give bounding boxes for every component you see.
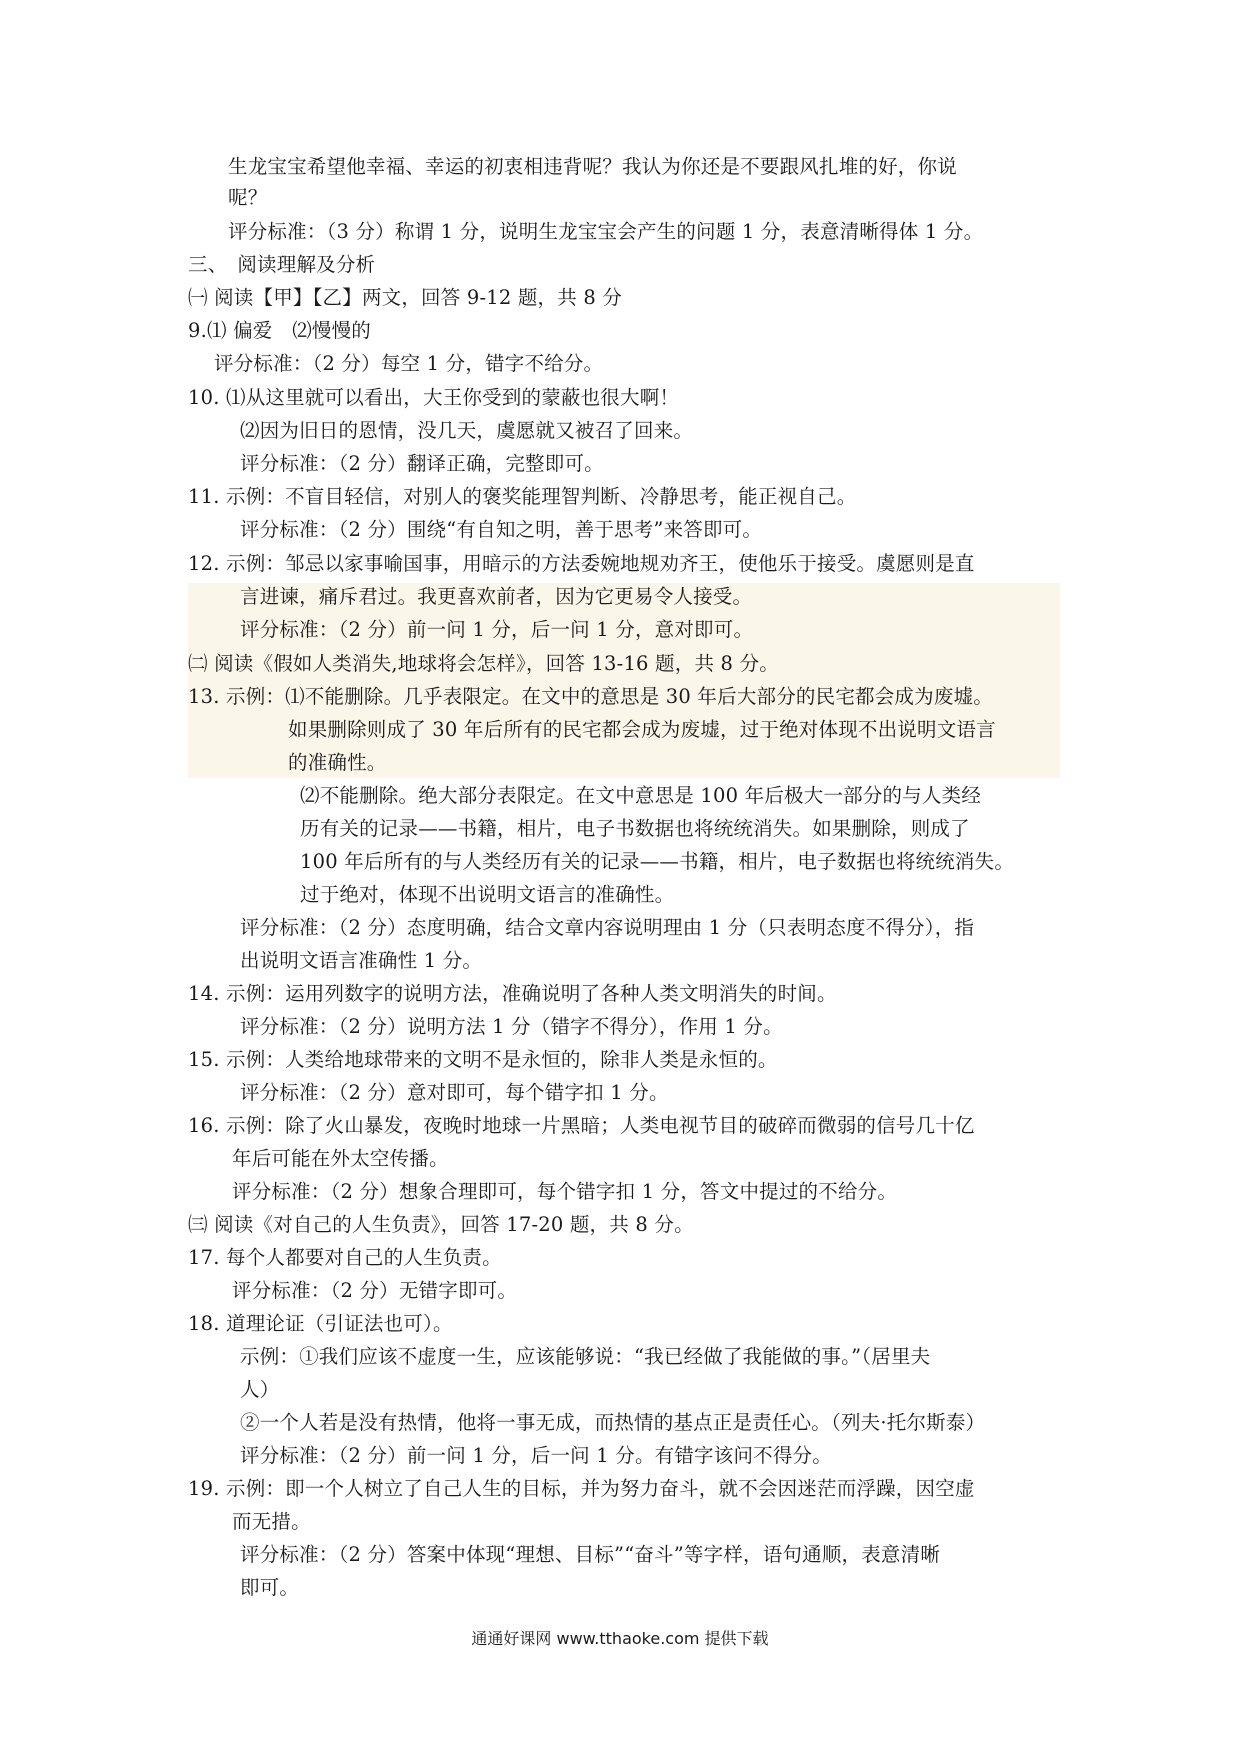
text-line: 生龙宝宝希望他幸福、幸运的初衷相违背呢？我认为你还是不要跟风扎堆的好，你说 <box>228 155 957 178</box>
answer-line: ②一个人若是没有热情，他将一事无成，而热情的基点正是责任心。（列夫·托尔斯泰） <box>240 1411 986 1434</box>
answer-line: 如果删除则成了 30 年后所有的民宅都会成为废墟，过于绝对体现不出说明文语言 <box>288 718 996 741</box>
answer-line: 13. 示例：⑴不能删除。几乎表限定。在文中的意思是 30 年后大部分的民宅都会成为废墟。 <box>188 685 993 708</box>
text-line: 呢？ <box>228 186 268 209</box>
scoring-line: 评分标准：（2 分）说明方法 1 分（错字不得分），作用 1 分。 <box>240 1015 783 1038</box>
scoring-line: 评分标准：（2 分）前一问 1 分，后一问 1 分。有错字该问不得分。 <box>240 1444 832 1467</box>
answer-line: 16. 示例：除了火山暴发，夜晚时地球一片黑暗；人类电视节目的破碎而微弱的信号几十亿 <box>188 1114 975 1137</box>
answer-line: 15. 示例：人类给地球带来的文明不是永恒的，除非人类是永恒的。 <box>188 1048 778 1071</box>
scoring-line: 评分标准：（2 分）围绕“有自知之明，善于思考”来答即可。 <box>240 518 763 541</box>
answer-line: 历有关的记录——书籍，相片，电子书数据也将统统消失。如果删除，则成了 <box>300 817 970 840</box>
scoring-line: 出说明文语言准确性 1 分。 <box>240 949 483 972</box>
scoring-line: 评分标准：（2 分）答案中体现“理想、目标”“奋斗”等字样，语句通顺，表意清晰 <box>240 1543 941 1566</box>
text-line: 评分标准：（3 分）称谓 1 分，说明生龙宝宝会产生的问题 1 分，表意清晰得体 1 分。 <box>228 220 984 243</box>
section-heading: 三、 阅读理解及分析 <box>188 253 376 276</box>
subsection-heading: ㈢ 阅读《对自己的人生负责》，回答 17-20 题，共 8 分。 <box>188 1213 694 1236</box>
scoring-line: 评分标准：（2 分）态度明确，结合文章内容说明理由 1 分（只表明态度不得分），指 <box>240 916 975 939</box>
answer-line: 人） <box>240 1378 280 1401</box>
answer-line: 17. 每个人都要对自己的人生负责。 <box>188 1246 502 1269</box>
answer-line: 而无措。 <box>232 1510 311 1533</box>
answer-line: ⑵因为旧日的恩情，没几天，虞愿就又被召了回来。 <box>240 419 694 442</box>
subsection-heading: ㈠ 阅读【甲】【乙】两文，回答 9-12 题，共 8 分 <box>188 286 623 309</box>
scoring-line: 评分标准：（2 分）翻译正确，完整即可。 <box>240 452 604 475</box>
answer-line: 言进谏，痛斥君过。我更喜欢前者，因为它更易令人接受。 <box>240 585 753 608</box>
subsection-heading: ㈡ 阅读《假如人类消失,地球将会怎样》，回答 13-16 题，共 8 分。 <box>188 652 779 675</box>
scoring-line: 评分标准：（2 分）前一问 1 分，后一问 1 分，意对即可。 <box>240 618 754 641</box>
answer-line: 18. 道理论证（引证法也可）。 <box>188 1312 453 1335</box>
answer-line: 19. 示例：即一个人树立了自己人生的目标，并为努力奋斗，就不会因迷茫而浮躁，因空虚 <box>188 1477 975 1500</box>
scoring-line: 评分标准：（2 分）无错字即可。 <box>232 1279 518 1302</box>
scoring-line: 评分标准：（2 分）每空 1 分，错字不给分。 <box>214 352 604 375</box>
answer-line: 年后可能在外太空传播。 <box>232 1147 449 1170</box>
answer-line: 9.⑴ 偏爱 ⑵慢慢的 <box>188 319 372 342</box>
answer-line: 10. ⑴从这里就可以看出，大王你受到的蒙蔽也很大啊！ <box>188 386 680 409</box>
scoring-line: 即可。 <box>240 1576 300 1599</box>
scoring-line: 评分标准：（2 分）想象合理即可，每个错字扣 1 分，答文中提过的不给分。 <box>232 1180 898 1203</box>
answer-line: 14. 示例：运用列数字的说明方法，准确说明了各种人类文明消失的时间。 <box>188 982 837 1005</box>
answer-line: ⑵不能删除。绝大部分表限定。在文中意思是 100 年后极大一部分的与人类经 <box>300 784 982 807</box>
answer-line: 过于绝对，体现不出说明文语言的准确性。 <box>300 883 675 906</box>
answer-line: 的准确性。 <box>288 751 387 774</box>
answer-line: 11. 示例：不盲目轻信，对别人的褒奖能理智判断、冷静思考，能正视自己。 <box>188 485 857 508</box>
answer-line: 12. 示例：邹忌以家事喻国事，用暗示的方法委婉地规劝齐王，使他乐于接受。虞愿则是直 <box>188 552 975 575</box>
answer-line: 100 年后所有的与人类经历有关的记录——书籍，相片，电子数据也将统统消失。 <box>300 850 1015 873</box>
scoring-line: 评分标准：（2 分）意对即可，每个错字扣 1 分。 <box>240 1081 669 1104</box>
footer-watermark: 通通好课网 www.tthaoke.com 提供下载 <box>471 1629 769 1648</box>
answer-line: 示例：①我们应该不虚度一生，应该能够说：“我已经做了我能做的事。”（居里夫 <box>240 1345 931 1368</box>
